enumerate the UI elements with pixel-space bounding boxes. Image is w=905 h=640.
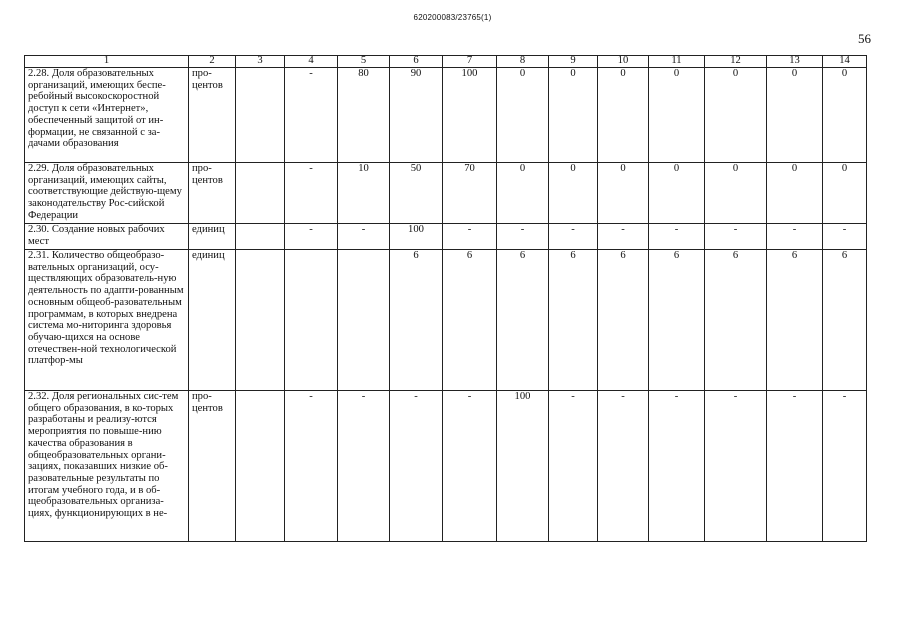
value-cell: -	[285, 391, 338, 542]
value-cell: -	[285, 224, 338, 250]
value-cell: 0	[705, 68, 767, 163]
column-header: 11	[649, 56, 705, 68]
value-cell: 6	[767, 250, 823, 391]
column-header: 3	[236, 56, 285, 68]
column-header: 14	[823, 56, 867, 68]
value-cell: 100	[390, 224, 443, 250]
unit-cell: про-центов	[189, 68, 236, 163]
table-header-row	[25, 56, 867, 68]
column-header: 4	[285, 56, 338, 68]
value-cell: 0	[497, 68, 549, 163]
indicator-table	[24, 55, 867, 542]
value-cell	[236, 163, 285, 224]
column-header: 13	[767, 56, 823, 68]
column-header: 10	[598, 56, 649, 68]
value-cell: 0	[823, 68, 867, 163]
unit-cell: единиц	[189, 250, 236, 391]
column-header: 8	[497, 56, 549, 68]
column-header: 6	[390, 56, 443, 68]
value-cell: 0	[549, 163, 598, 224]
table-row	[25, 250, 867, 391]
value-cell: 100	[497, 391, 549, 542]
value-cell: -	[497, 224, 549, 250]
table-row	[25, 224, 867, 250]
value-cell: -	[823, 224, 867, 250]
value-cell	[236, 250, 285, 391]
value-cell: 6	[443, 250, 497, 391]
value-cell: 70	[443, 163, 497, 224]
value-cell: 6	[497, 250, 549, 391]
value-cell	[338, 250, 390, 391]
value-cell	[236, 391, 285, 542]
column-header: 1	[25, 56, 189, 68]
value-cell: -	[443, 224, 497, 250]
value-cell	[236, 68, 285, 163]
value-cell: -	[705, 391, 767, 542]
page-number: 56	[858, 31, 871, 46]
value-cell: -	[767, 224, 823, 250]
column-header: 2	[189, 56, 236, 68]
value-cell: -	[649, 391, 705, 542]
value-cell: -	[549, 391, 598, 542]
value-cell: -	[338, 391, 390, 542]
table-row	[25, 163, 867, 224]
value-cell: 6	[549, 250, 598, 391]
table-row	[25, 68, 867, 163]
unit-cell: про-центов	[189, 163, 236, 224]
column-header: 9	[549, 56, 598, 68]
value-cell: 90	[390, 68, 443, 163]
column-header: 12	[705, 56, 767, 68]
value-cell: -	[823, 391, 867, 542]
value-cell: 10	[338, 163, 390, 224]
value-cell: 0	[649, 163, 705, 224]
value-cell: 6	[390, 250, 443, 391]
value-cell: 0	[549, 68, 598, 163]
column-header: 7	[443, 56, 497, 68]
value-cell: 0	[497, 163, 549, 224]
value-cell: -	[598, 224, 649, 250]
indicator-cell: 2.30. Создание новых рабочих мест	[25, 224, 189, 250]
table-row	[25, 391, 867, 542]
value-cell: 0	[767, 68, 823, 163]
value-cell: 0	[649, 68, 705, 163]
indicator-cell: 2.28. Доля образовательных организаций, имеющих беспе-ребойный высокоскоростной доступ к сети «Интернет», обеспеченный защитой от ин-формации, не связанной с за-дачами образования	[25, 68, 189, 163]
value-cell: 6	[598, 250, 649, 391]
unit-cell: единиц	[189, 224, 236, 250]
value-cell: 100	[443, 68, 497, 163]
value-cell: 0	[705, 163, 767, 224]
value-cell: -	[443, 391, 497, 542]
value-cell: 0	[767, 163, 823, 224]
value-cell: 6	[649, 250, 705, 391]
value-cell: 0	[823, 163, 867, 224]
value-cell: -	[598, 391, 649, 542]
value-cell: 0	[598, 163, 649, 224]
value-cell: 6	[823, 250, 867, 391]
value-cell	[236, 224, 285, 250]
value-cell	[285, 250, 338, 391]
indicator-cell: 2.31. Количество общеобразо-вательных организаций, осу-ществляющих образователь-ную деятельность по адапти-рованным основным общеоб-разовательным программам, в которых внедрена система мо-ниторинга здоровья обучаю-щихся на основе отечествен-ной технологической платфор-мы	[25, 250, 189, 391]
value-cell: 50	[390, 163, 443, 224]
unit-cell: про-центов	[189, 391, 236, 542]
value-cell: -	[390, 391, 443, 542]
column-header: 5	[338, 56, 390, 68]
value-cell: -	[285, 68, 338, 163]
value-cell: -	[549, 224, 598, 250]
document-id: 620200083/23765(1)	[413, 13, 492, 22]
value-cell: 80	[338, 68, 390, 163]
value-cell: -	[705, 224, 767, 250]
value-cell: 0	[598, 68, 649, 163]
value-cell: -	[767, 391, 823, 542]
value-cell: -	[649, 224, 705, 250]
value-cell: 6	[705, 250, 767, 391]
indicator-cell: 2.29. Доля образовательных организаций, имеющих сайты, соответствующие действую-щему законодательству Рос-сийской Федерации	[25, 163, 189, 224]
indicator-cell: 2.32. Доля региональных сис-тем общего образования, в ко-торых разработаны и реализу-ются мероприятия по повыше-нию качества образования в общеобразовательных органи-зациях, показавших низкие об-разовательные результаты по итогам учебного года, и в об-щеобразовательных организа-циях, функционирующих в не-	[25, 391, 189, 542]
value-cell: -	[285, 163, 338, 224]
value-cell: -	[338, 224, 390, 250]
